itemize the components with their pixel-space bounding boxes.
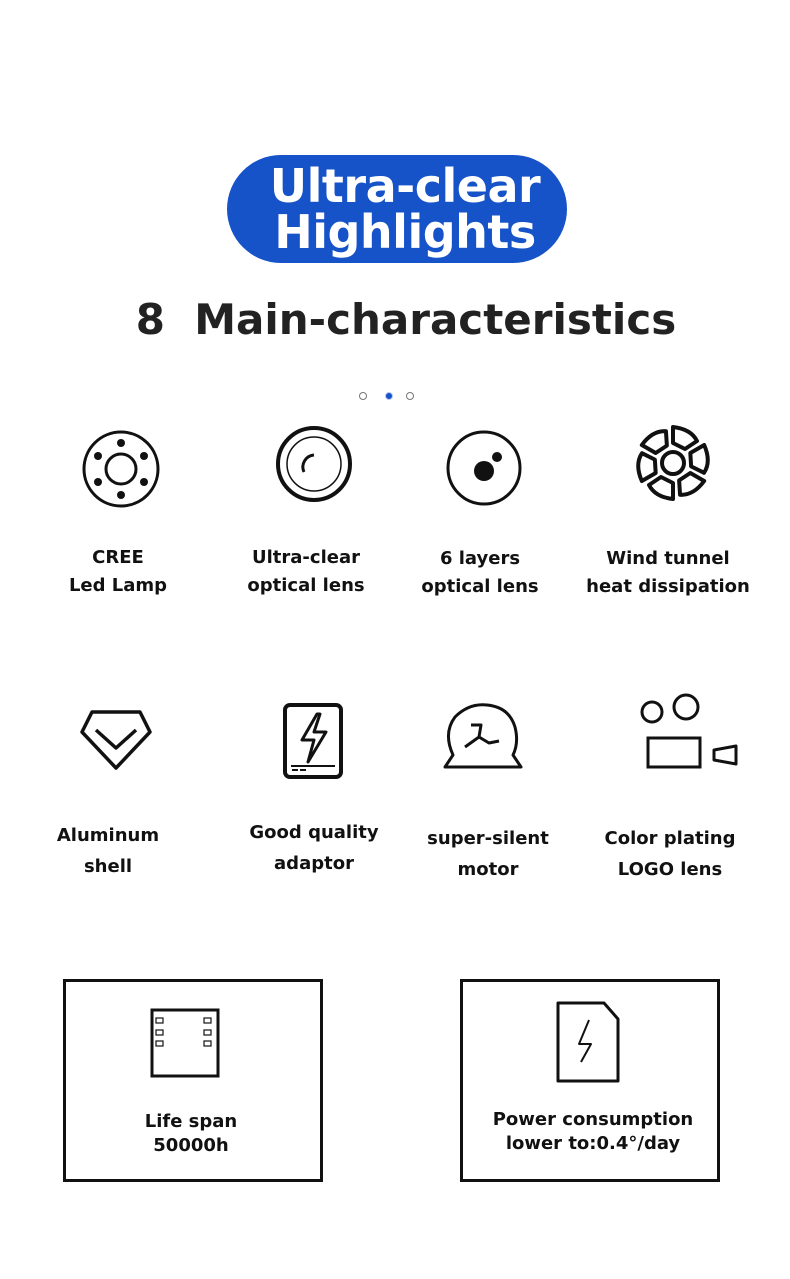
projector-icon	[638, 692, 740, 772]
carousel-dot-2[interactable]	[385, 392, 393, 400]
layers-lens-icon	[444, 428, 524, 508]
highlight-banner	[227, 155, 567, 263]
power-file-icon	[555, 1000, 621, 1084]
motor-icon	[443, 703, 523, 771]
feature-label-6: Good quality adaptor	[249, 822, 379, 874]
feature-label-1: CREE Led Lamp	[68, 547, 168, 596]
banner-line-2: Highlights	[274, 205, 536, 259]
feature-label-7: super-silent motor	[427, 828, 549, 880]
diamond-icon	[78, 708, 154, 772]
chip-icon	[150, 1008, 222, 1080]
power-label: Power consumption lower to:0.4°/day	[492, 1109, 694, 1154]
section-heading: 8 Main-characteristics	[135, 295, 677, 344]
lens-icon	[274, 424, 354, 504]
battery-bolt-icon	[282, 702, 344, 780]
carousel-dot-1[interactable]	[359, 392, 367, 400]
carousel-dots	[0, 390, 790, 402]
lifespan-label: Life span 50000h	[144, 1111, 238, 1156]
lifespan-card	[63, 979, 323, 1182]
power-card	[460, 979, 720, 1182]
carousel-dot-3[interactable]	[406, 392, 414, 400]
led-lamp-icon	[80, 428, 162, 510]
feature-label-3: 6 layers optical lens	[421, 548, 539, 597]
feature-label-5: Aluminum shell	[56, 825, 160, 877]
feature-label-4: Wind tunnel heat dissipation	[586, 548, 750, 597]
fan-icon	[633, 423, 713, 503]
feature-label-2: Ultra-clear optical lens	[247, 547, 365, 596]
feature-label-8: Color plating LOGO lens	[604, 828, 736, 880]
banner-line-1: Ultra-clear	[269, 159, 541, 213]
